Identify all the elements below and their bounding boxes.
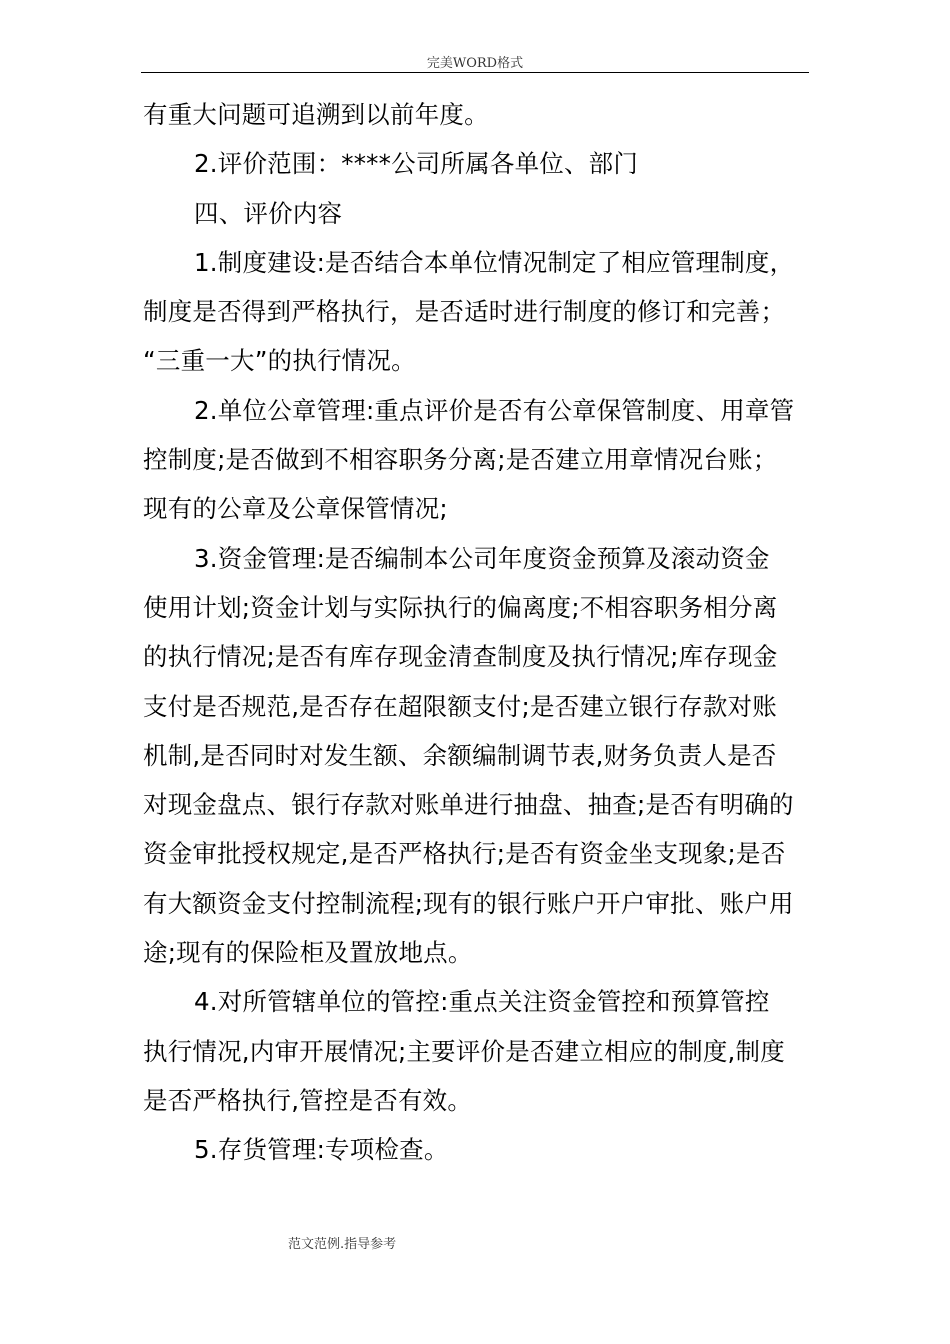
document-body: [143, 90, 811, 1175]
header-divider: [141, 72, 809, 73]
paragraph-line: 的执行情况;是否有库存现金清查制度及执行情况;库存现金: [143, 642, 778, 672]
paragraph-line: 执行情况,内审开展情况;主要评价是否建立相应的制度,制度: [143, 1036, 785, 1066]
paragraph-line: 2.单位公章管理:重点评价是否有公章保管制度、用章管: [194, 395, 795, 425]
paragraph-line: 3.资金管理:是否编制本公司年度资金预算及滚动资金: [194, 543, 770, 573]
paragraph-line: “三重一大”的执行情况。: [143, 346, 416, 376]
paragraph-line: 机制,是否同时对发生额、余额编制调节表,财务负责人是否: [143, 740, 777, 770]
paragraph-line: 支付是否规范,是否存在超限额支付;是否建立银行存款对账: [143, 691, 777, 721]
page-header: 完美WORD格式: [426, 56, 524, 71]
paragraph-line: 5.存货管理:专项检查。: [194, 1135, 449, 1165]
paragraph-line: 1.制度建设:是否结合本单位情况制定了相应管理制度，: [194, 247, 795, 277]
paragraph-line: 有重大问题可追溯到以前年度。: [143, 100, 489, 129]
paragraph-line: 对现金盘点、银行存款对账单进行抽盘、抽查;是否有明确的: [143, 790, 794, 820]
paragraph-line: 制度是否得到严格执行，是否适时进行制度的修订和完善；: [143, 297, 786, 327]
section-heading: 四、评价内容: [194, 198, 343, 228]
paragraph-line: 有大额资金支付控制流程;现有的银行账户开户审批、账户用: [143, 888, 794, 918]
page-footer: 范文范例.指导参考: [288, 1237, 397, 1252]
paragraph-line: 使用计划;资金计划与实际执行的偏离度;不相容职务相分离: [143, 592, 778, 622]
paragraph-line: 途;现有的保险柜及置放地点。: [143, 938, 473, 968]
paragraph-line: 是否严格执行,管控是否有效。: [143, 1085, 473, 1115]
paragraph-line: 控制度;是否做到不相容职务分离;是否建立用章情况台账；: [143, 445, 778, 475]
paragraph-line: 4.对所管辖单位的管控:重点关注资金管控和预算管控: [194, 987, 770, 1017]
paragraph-line: 现有的公章及公章保管情况;: [143, 494, 448, 524]
paragraph-line: 2.评价范围：****公司所属各单位、部门: [194, 149, 639, 179]
paragraph-line: 资金审批授权规定,是否严格执行;是否有资金坐支现象;是否: [143, 839, 786, 869]
